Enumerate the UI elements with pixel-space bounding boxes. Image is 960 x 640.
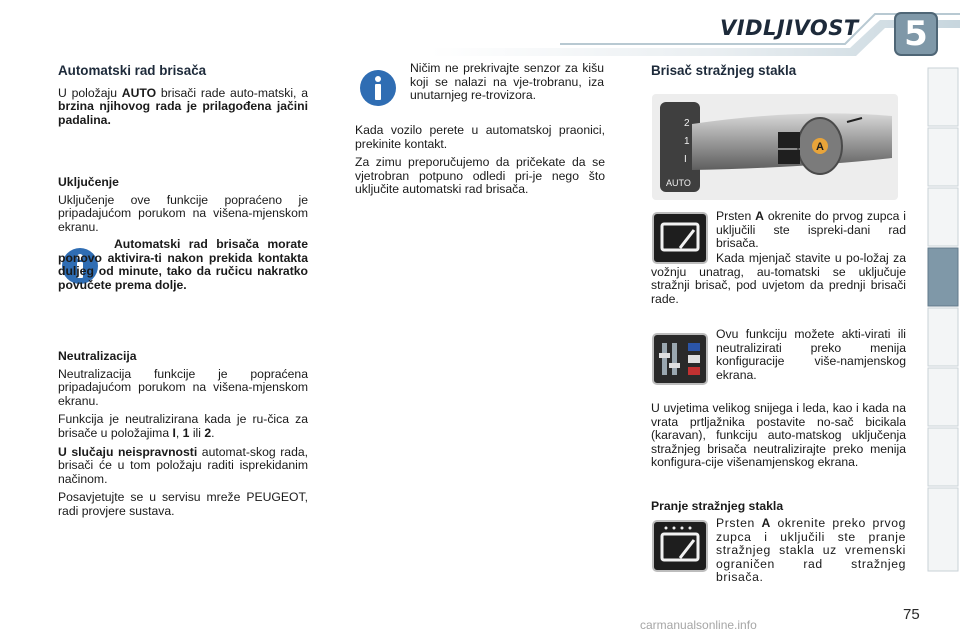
ring-a-label: A — [816, 141, 824, 153]
service-text: Posavjetujte se u servisu mreže PEUGEOT, radi provjere sustava. — [58, 490, 308, 518]
reactivation-note: Automatski rad brisača morate ponovo aktivira-ti nakon prekida kontakta duljeg od minute, tako da ručicu nakratko povučete prema dolje. — [58, 237, 308, 292]
activation-block — [58, 176, 308, 239]
neutralization-block — [58, 350, 308, 524]
chapter-title: VIDLJIVOST — [720, 16, 859, 40]
rear-wash-heading: Pranje stražnjeg stakla — [651, 499, 784, 513]
middle-column — [355, 124, 605, 202]
sensor-note: Ničim ne prekrivajte senzor za kišu koji se nalazi na vje-trobranu, iza unutarnjeg re-trovizora. — [410, 61, 604, 103]
watermark-text: carmanualsonline.info — [640, 618, 757, 632]
winter-text: Za zimu preporučujemo da pričekate da se vjetrobran potpuno odledi pri-je nego što uključite automatski rad brisača. — [355, 155, 605, 197]
info-icon — [358, 68, 398, 108]
section-title-auto-wipers: Automatski rad brisača — [58, 63, 207, 78]
stalk-pos-1: 1 — [684, 136, 690, 147]
chapter-tabs[interactable] — [926, 66, 960, 576]
fault-text: U slučaju neispravnosti automat-skog rada, brisači će u tom položaju raditi isprekidanim načinom. — [58, 444, 309, 486]
rear-wash-block — [651, 500, 906, 518]
auto-intro: U položaju AUTO brisači rade auto-matski, a brzina njihovog rada je prilagođena jačini padalina. — [58, 85, 308, 127]
chapter-number: 5 — [904, 14, 928, 54]
wiper-stalk-image — [652, 94, 898, 200]
left-column — [58, 64, 308, 132]
neutralization-heading: Neutralizacija — [58, 349, 137, 363]
config-menu-icon — [652, 333, 708, 385]
reverse-gear-note: Kada mjenjač stavite u po-ložaj za vožnju unatrag, au-tomatski se uključuje stražnji brisač, pod uvjetom da prednji brisači rade. — [651, 251, 906, 306]
rear-wiper-section — [651, 64, 906, 87]
page-number: 75 — [903, 606, 920, 623]
car-wash-text: Kada vozilo perete u automatskoj praonici, prekinite kontakt. — [355, 123, 605, 151]
neutralization-text: Neutralizacija funkcije je popraćena pripadajućom porukom na višena-mjenskom ekranu. — [58, 366, 308, 408]
stalk-pos-2: 2 — [684, 118, 690, 129]
rear-washer-icon — [652, 520, 708, 572]
stalk-pos-auto: AUTO — [666, 178, 691, 188]
activation-heading: Uključenje — [58, 175, 119, 189]
stalk-pos-i: I — [684, 154, 687, 165]
snow-note: U uvjetima velikog snijega i leda, kao i kada na vrata prtljažnika postavite no-sač bicikala (karavan), funkciju auto-matskog uključenja stražnjeg brisača neutralizirajte preko menija konfigura-cije višenamjenskog ekrana. — [651, 401, 906, 470]
activation-text: Uključenje ove funkcije popraćeno je pripadajućom porukom na višena-mjenskom ekranu. — [58, 192, 308, 234]
section-title-rear-wiper: Brisač stražnjeg stakla — [651, 63, 797, 78]
neutralization-positions: Funkcija je neutralizirana kada je ru-čica za brisače u položajima I, 1 ili 2. — [58, 412, 308, 440]
wash-instruction: Prsten A okrenite preko prvog zupca i uključili ste pranje stražnjeg stakla uz vremenski ograničen rad stražnjeg brisača. — [716, 516, 906, 585]
ring-instruction: Prsten A okrenite do prvog zupca i uključili ste ispreki-dani rad brisača. — [716, 209, 906, 251]
menu-instruction: Ovu funkciju možete akti-virati ili neutralizirati preko menija konfiguracije više-namjenskog ekrana. — [716, 327, 906, 382]
